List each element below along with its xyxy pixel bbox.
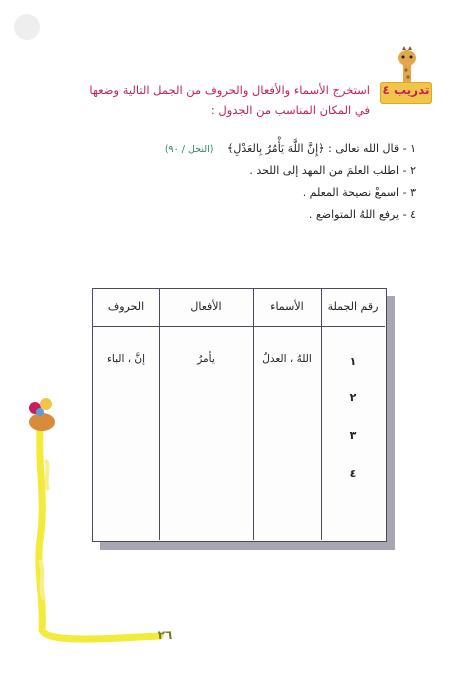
sentence-1-reference: (النحل / ٩٠) — [164, 144, 214, 155]
sentence-2: ٢ - اطلب العلمَ من المهد إلى اللحد . — [249, 164, 416, 177]
answer-nouns: اللهُ ، العدلُ — [262, 353, 312, 365]
row-number-1: ١ — [349, 355, 357, 368]
sentence-1-text: ١ - قال الله تعالى : ﴿إِنَّ اللَّهَ يَأْمُرُ بِالعَدْلِ﴾ — [226, 142, 416, 155]
page-number: ٢٦ — [157, 628, 173, 642]
row-number-3: ٣ — [349, 429, 357, 442]
row-number-2: ٢ — [349, 391, 357, 404]
header-nouns: الأسماء — [270, 300, 304, 313]
header-particles: الحروف — [107, 300, 145, 313]
row-number-4: ٤ — [349, 467, 357, 480]
answer-particles: إنَّ ، الباء — [106, 353, 146, 365]
exercise-badge-label: تدريب ٤ — [382, 83, 430, 97]
sentence-4: ٤ - يرفع اللهُ المتواضع . — [308, 208, 416, 221]
instruction-line-2: في المكان المناسب من الجدول : — [210, 103, 370, 117]
header-verbs: الأفعال — [190, 300, 222, 313]
sentence-3: ٣ - اسمعْ نصيحة المعلم . — [302, 186, 416, 199]
instruction-line-1: استخرج الأسماء والأفعال والحروف من الجمل التالية وضعها — [89, 83, 370, 97]
answer-verbs: يأمرُ — [197, 353, 215, 365]
header-sentence-number: رقم الجملة — [327, 300, 379, 313]
